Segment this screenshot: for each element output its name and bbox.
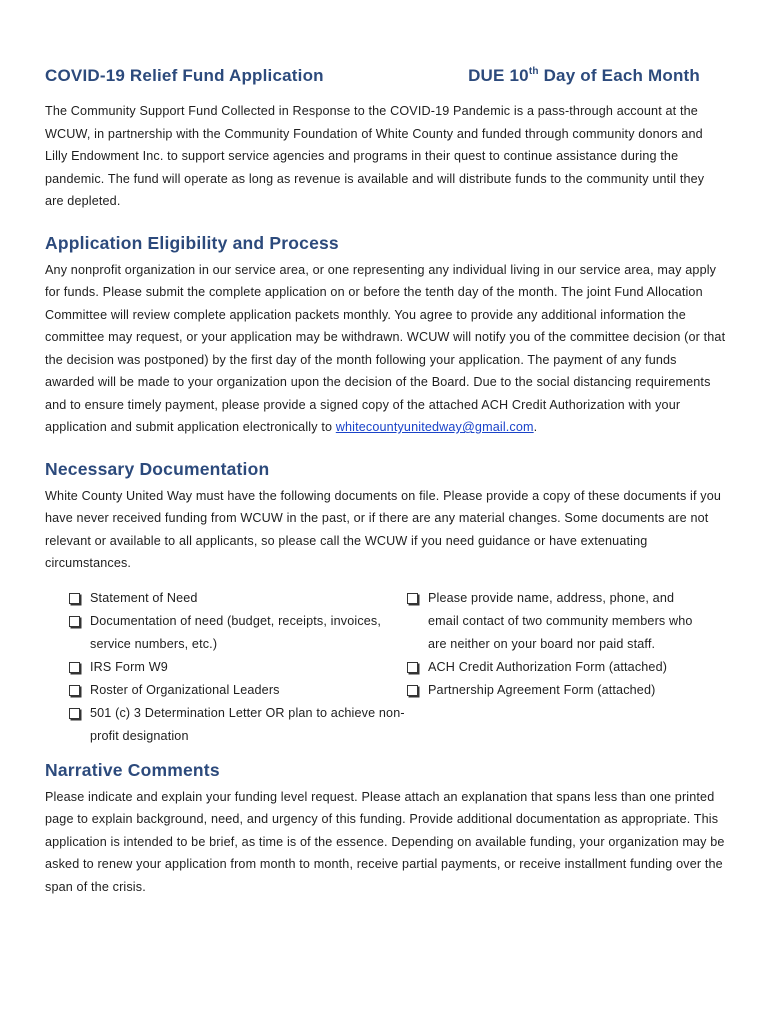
checklist-item	[69, 610, 407, 656]
checklist-item	[69, 679, 407, 702]
narrative-paragraph: Please indicate and explain your funding level request. Please attach an explanation that spans less than one printed page to explain background, need, and urgency of this funding. Provide additional documentation as appropriate. This application is intended to be brief, as time is of the essence. Depending on available funding, your organization may be asked to renew your application from month to month, receive partial payments, or receive installment funding over the span of the crisis.	[45, 789, 725, 894]
checkbox-icon[interactable]	[407, 685, 418, 696]
checklist-left	[45, 587, 407, 748]
eligibility-text: Any nonprofit organization in our service area, or one representing any individual living in our service area, may apply for funds. Please submit the complete application on or before the tenth day of the month. The joint Fund Allocation Committee will review complete application packets monthly. You agree to provide any additional information the committee may request, or your application may be withdrawn. WCUW will notify you of the committee decision (or that the decision was postponed) by the first day of the month following your application. The payment of any funds awarded will be made to your organization upon the decision of the Board. Due to the social distancing requirements and to ensure timely payment, please provide a signed copy of the attached ACH Credit Authorization with your application and submit application electronically to	[45, 262, 726, 434]
narrative-section	[45, 760, 726, 899]
checklist-item	[407, 679, 707, 702]
checkbox-icon[interactable]	[407, 593, 418, 604]
email-link[interactable]: whitecountyunitedway@gmail.com	[335, 420, 534, 434]
checkbox-icon[interactable]	[69, 662, 80, 673]
page-title: COVID-19 Relief Fund Application	[45, 66, 324, 85]
checklist-item	[407, 656, 707, 679]
checklist-item-label: Please provide name, address, phone, and email contact of two community members who are neither on your board nor paid staff.	[428, 590, 693, 651]
checklist-item-label: 501 (c) 3 Determination Letter OR plan to achieve non-profit designation	[90, 705, 405, 743]
checklist-item-label: Statement of Need	[90, 590, 198, 605]
intro-paragraph: The Community Support Fund Collected in Response to the COVID-19 Pandemic is a pass-through account at the WCUW, in partnership with the Community Foundation of White County and funded through community donors and Lilly Endowment Inc. to support service agencies and programs in their quest to continue assistance during the pandemic. The fund will operate as long as revenue is available and will distribute funds to the community until they are depleted.	[45, 104, 705, 208]
narrative-heading: Narrative Comments	[45, 759, 220, 780]
checklist-item-label: Partnership Agreement Form (attached)	[428, 682, 656, 697]
checkbox-icon[interactable]	[407, 662, 418, 673]
checklist-item-label: Documentation of need (budget, receipts, invoices, service numbers, etc.)	[90, 613, 382, 651]
eligibility-end: .	[533, 420, 538, 434]
documentation-paragraph: White County United Way must have the following documents on file. Please provide a copy of these documents if you have never received funding from WCUW in the past, or if there are any material changes. Some documents are not relevant or available to all applicants, so please call the WCUW if you need guidance or have extenuating circumstances.	[45, 488, 722, 570]
due-prefix: DUE 10	[468, 66, 529, 85]
checkbox-icon[interactable]	[69, 708, 80, 719]
checklist-item-label: Roster of Organizational Leaders	[90, 682, 280, 697]
checklist-item-label: ACH Credit Authorization Form (attached)	[428, 659, 668, 674]
documentation-section	[45, 459, 726, 748]
checklist-item	[69, 587, 407, 610]
due-date-heading	[468, 66, 726, 86]
due-suffix: Day of Each Month	[538, 66, 700, 85]
eligibility-paragraph	[45, 259, 726, 439]
checklist-item	[69, 656, 407, 679]
eligibility-heading: Application Eligibility and Process	[45, 232, 339, 253]
due-superscript: th	[528, 66, 539, 77]
checkbox-icon[interactable]	[69, 685, 80, 696]
checklist-item	[69, 702, 407, 748]
eligibility-section	[45, 233, 726, 439]
documentation-heading: Necessary Documentation	[45, 458, 270, 479]
checklist-item-label: IRS Form W9	[90, 659, 168, 674]
document-checklists	[45, 587, 726, 748]
checkbox-icon[interactable]	[69, 616, 80, 627]
title-row	[45, 66, 726, 96]
checkbox-icon[interactable]	[69, 593, 80, 604]
checklist-item	[407, 587, 707, 656]
checklist-right	[407, 587, 707, 748]
